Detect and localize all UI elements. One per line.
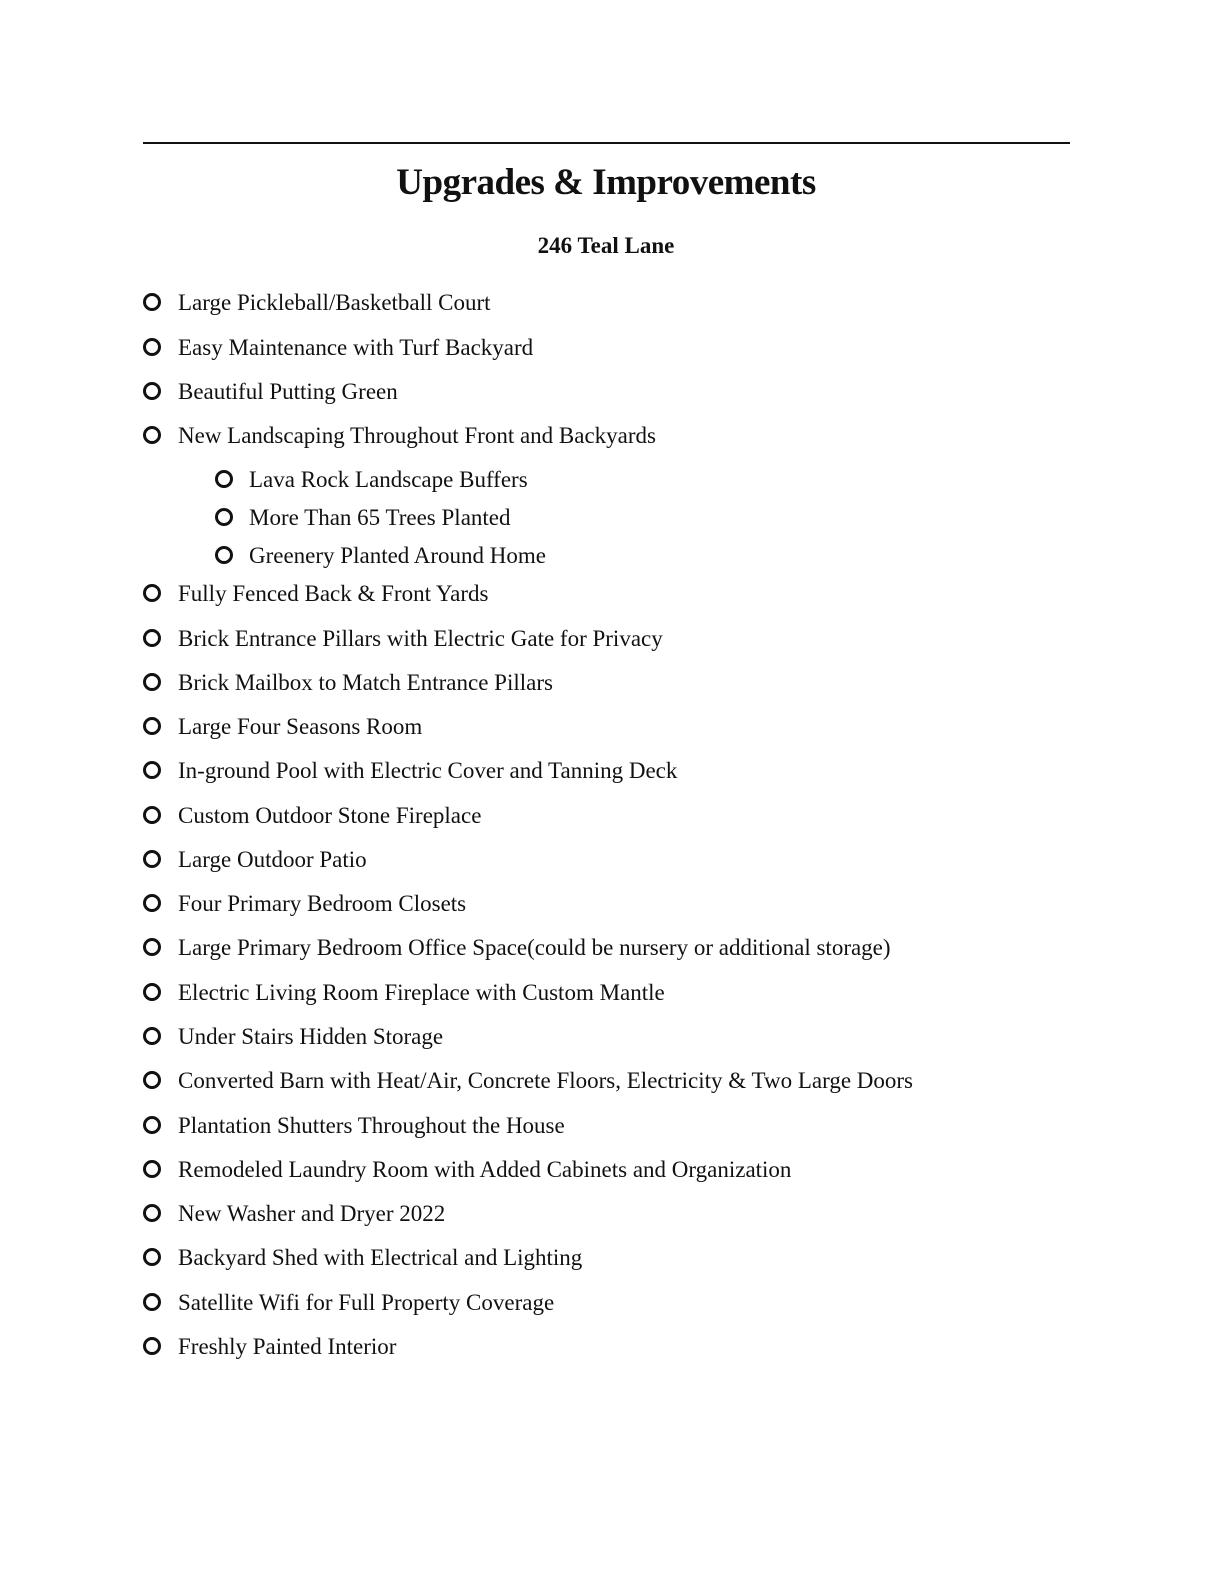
list-item-text: Brick Mailbox to Match Entrance Pillars bbox=[178, 670, 553, 695]
list-item bbox=[0, 933, 1224, 963]
list-item-text: Large Outdoor Patio bbox=[178, 847, 367, 872]
bullet-circle-icon bbox=[215, 508, 233, 526]
page-title: Upgrades & Improvements bbox=[396, 162, 816, 203]
list-item-text: Large Pickleball/Basketball Court bbox=[178, 290, 491, 315]
bullet-circle-icon bbox=[143, 293, 161, 311]
list-item bbox=[0, 801, 1224, 831]
list-item-text: Lava Rock Landscape Buffers bbox=[249, 467, 528, 492]
list-item-text: Custom Outdoor Stone Fireplace bbox=[178, 803, 482, 828]
list-item bbox=[0, 1066, 1224, 1096]
sub-list-item bbox=[0, 465, 1224, 495]
list-item-text: New Washer and Dryer 2022 bbox=[178, 1201, 446, 1226]
bullet-circle-icon bbox=[143, 1204, 161, 1222]
list-item-text: Greenery Planted Around Home bbox=[249, 543, 547, 568]
list-item-text: Brick Entrance Pillars with Electric Gate for Privacy bbox=[178, 626, 663, 651]
list-item bbox=[0, 333, 1224, 363]
list-item bbox=[0, 668, 1224, 698]
list-item-text: Large Four Seasons Room bbox=[178, 714, 423, 739]
list-item bbox=[0, 288, 1224, 318]
bullet-circle-icon bbox=[143, 938, 161, 956]
bullet-circle-icon bbox=[143, 850, 161, 868]
list-item-text: Remodeled Laundry Room with Added Cabinets and Organization bbox=[178, 1157, 792, 1182]
list-item-text: Plantation Shutters Throughout the House bbox=[178, 1113, 565, 1138]
bullet-circle-icon bbox=[143, 1071, 161, 1089]
list-item bbox=[0, 421, 1224, 451]
bullet-circle-icon bbox=[143, 584, 161, 602]
list-item bbox=[0, 1022, 1224, 1052]
bullet-circle-icon bbox=[215, 470, 233, 488]
list-item bbox=[0, 1199, 1224, 1229]
list-item bbox=[0, 377, 1224, 407]
list-item-text: Converted Barn with Heat/Air, Concrete Floors, Electricity & Two Large Doors bbox=[178, 1068, 914, 1093]
list-item bbox=[0, 624, 1224, 654]
bullet-circle-icon bbox=[143, 382, 161, 400]
list-item-text: Fully Fenced Back & Front Yards bbox=[178, 581, 489, 606]
list-item-text: Four Primary Bedroom Closets bbox=[178, 891, 467, 916]
bullet-circle-icon bbox=[143, 1116, 161, 1134]
list-item bbox=[0, 978, 1224, 1008]
list-item bbox=[0, 756, 1224, 786]
list-item bbox=[0, 1288, 1224, 1318]
bullet-circle-icon bbox=[143, 1160, 161, 1178]
bullet-circle-icon bbox=[143, 629, 161, 647]
list-item bbox=[0, 1332, 1224, 1362]
bullet-circle-icon bbox=[143, 1337, 161, 1355]
list-item bbox=[0, 1111, 1224, 1141]
sub-list-item bbox=[0, 503, 1224, 533]
list-item bbox=[0, 579, 1224, 609]
bullet-circle-icon bbox=[143, 1293, 161, 1311]
list-item bbox=[0, 845, 1224, 875]
list-item-text: Electric Living Room Fireplace with Custom Mantle bbox=[178, 980, 665, 1005]
bullet-circle-icon bbox=[143, 338, 161, 356]
bullet-circle-icon bbox=[143, 1248, 161, 1266]
bullet-circle-icon bbox=[143, 717, 161, 735]
bullet-circle-icon bbox=[143, 983, 161, 1001]
list-item bbox=[0, 712, 1224, 742]
list-item-text: Beautiful Putting Green bbox=[178, 379, 398, 404]
list-item bbox=[0, 889, 1224, 919]
bullet-circle-icon bbox=[215, 546, 233, 564]
list-item-text: New Landscaping Throughout Front and Backyards bbox=[178, 423, 657, 448]
bullet-circle-icon bbox=[143, 1027, 161, 1045]
list-item-text: In-ground Pool with Electric Cover and Tanning Deck bbox=[178, 758, 678, 783]
list-item-text: Under Stairs Hidden Storage bbox=[178, 1024, 444, 1049]
list-item-text: More Than 65 Trees Planted bbox=[249, 505, 511, 530]
bullet-circle-icon bbox=[143, 894, 161, 912]
list-item-text: Freshly Painted Interior bbox=[178, 1334, 397, 1359]
bullet-circle-icon bbox=[143, 426, 161, 444]
bullet-circle-icon bbox=[143, 673, 161, 691]
list-item-text: Large Primary Bedroom Office Space(could be nursery or additional storage) bbox=[178, 935, 891, 960]
list-item-text: Backyard Shed with Electrical and Lighting bbox=[178, 1245, 583, 1270]
bullet-circle-icon bbox=[143, 806, 161, 824]
list-item-text: Satellite Wifi for Full Property Coverage bbox=[178, 1290, 555, 1315]
list-item-text: Easy Maintenance with Turf Backyard bbox=[178, 335, 534, 360]
list-item bbox=[0, 1155, 1224, 1185]
bullet-circle-icon bbox=[143, 761, 161, 779]
sub-list-item bbox=[0, 541, 1224, 571]
list-item bbox=[0, 1243, 1224, 1273]
property-address: 246 Teal Lane bbox=[537, 233, 675, 258]
